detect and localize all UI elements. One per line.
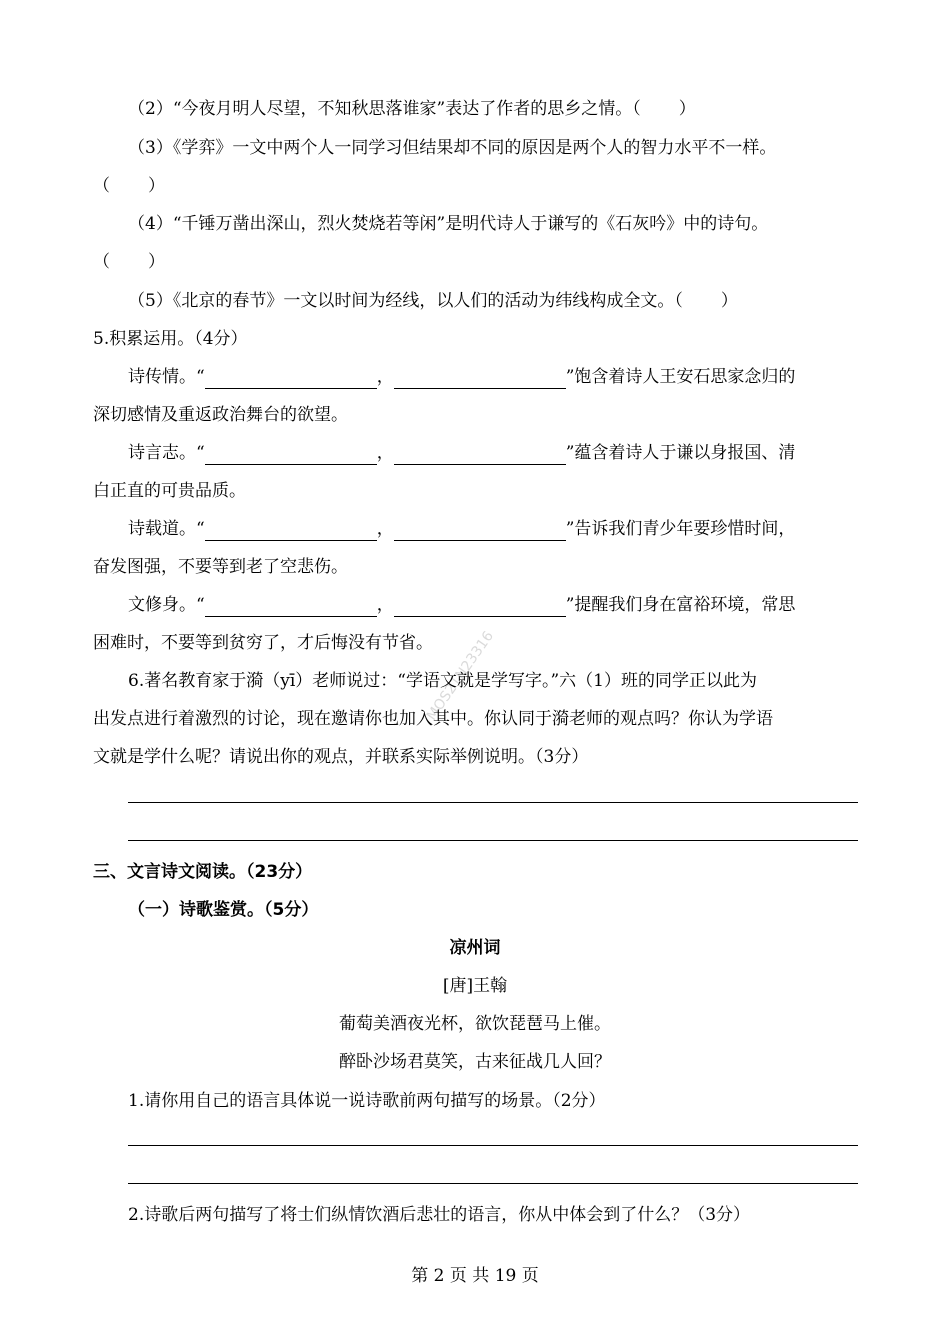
accumulation-item-4: 文修身。“ ， ”提醒我们身在富裕环境，常思 bbox=[128, 595, 796, 615]
accumulation-item-2-cont: 白正直的可贵品质。 bbox=[93, 481, 246, 501]
answer-blank[interactable] bbox=[394, 372, 566, 389]
answer-line[interactable] bbox=[128, 1145, 858, 1146]
section3-title: 三、文言诗文阅读。（23分） bbox=[93, 862, 313, 882]
answer-line[interactable] bbox=[128, 840, 858, 841]
poem-line-1: 葡萄美酒夜光杯，欲饮琵琶马上催。 bbox=[339, 1014, 611, 1034]
answer-blank[interactable] bbox=[205, 448, 377, 465]
answer-blank[interactable] bbox=[394, 524, 566, 541]
poem-title: 凉州词 bbox=[449, 938, 501, 958]
answer-blank[interactable] bbox=[205, 600, 377, 617]
accumulation-item-3-cont: 奋发图强，不要等到老了空悲伤。 bbox=[93, 557, 348, 577]
judgment-q2: （2）“今夜月明人尽望，不知秋思落谁家”表达了作者的思乡之情。（ ） bbox=[128, 99, 696, 119]
accumulation-item-2: 诗言志。“ ， ”蕴含着诗人于谦以身报国、清 bbox=[128, 443, 796, 463]
accumulation-title: 5.积累运用。（4分） bbox=[93, 329, 248, 349]
judgment-q4-paren: （ ） bbox=[93, 252, 165, 272]
answer-line[interactable] bbox=[128, 1183, 858, 1184]
q6-line-2: 出发点进行着激烈的讨论，现在邀请你也加入其中。你认同于漪老师的观点吗？你认为学语 bbox=[93, 709, 773, 729]
answer-line[interactable] bbox=[128, 802, 858, 803]
page-footer: 第 2 页 共 19 页 bbox=[411, 1266, 539, 1286]
accumulation-item-1: 诗传情。“ ， ”饱含着诗人王安石思家念归的 bbox=[128, 367, 796, 387]
judgment-q4: （4）“千锤万凿出深山，烈火焚烧若等闲”是明代诗人于谦写的《石灰吟》中的诗句。 bbox=[128, 214, 769, 234]
answer-blank[interactable] bbox=[394, 448, 566, 465]
q6-line-1: 6.著名教育家于漪（yī）老师说过：“学语文就是学写字。”六（1）班的同学正以此为 bbox=[128, 671, 757, 691]
answer-blank[interactable] bbox=[205, 524, 377, 541]
q6-line-3: 文就是学什么呢？请说出你的观点，并联系实际举例说明。（3分） bbox=[93, 747, 589, 767]
judgment-q5: （5）《北京的春节》一文以时间为经线，以人们的活动为纬线构成全文。（ ） bbox=[128, 291, 738, 311]
judgment-q3-paren: （ ） bbox=[93, 176, 165, 196]
poem-q2: 2.诗歌后两句描写了将士们纵情饮酒后悲壮的语言，你从中体会到了什么？（3分） bbox=[128, 1205, 751, 1225]
answer-blank[interactable] bbox=[394, 600, 566, 617]
section3-sub1: （一）诗歌鉴赏。（5分） bbox=[128, 900, 319, 920]
accumulation-item-3: 诗载道。“ ， ”告诉我们青少年要珍惜时间， bbox=[128, 519, 796, 539]
answer-blank[interactable] bbox=[205, 372, 377, 389]
accumulation-item-4-cont: 困难时，不要等到贫穷了，才后悔没有节省。 bbox=[93, 633, 433, 653]
poem-q1: 1.请你用自己的语言具体说一说诗歌前两句描写的场景。（2分） bbox=[128, 1091, 606, 1111]
watermark: MOS21N23316 bbox=[423, 628, 498, 724]
accumulation-item-1-cont: 深切感情及重返政治舞台的欲望。 bbox=[93, 405, 348, 425]
poem-author: [唐]王翰 bbox=[442, 976, 508, 996]
poem-line-2: 醉卧沙场君莫笑，古来征战几人回？ bbox=[339, 1052, 611, 1072]
judgment-q3: （3）《学弈》一文中两个人一同学习但结果却不同的原因是两个人的智力水平不一样。 bbox=[128, 138, 777, 158]
